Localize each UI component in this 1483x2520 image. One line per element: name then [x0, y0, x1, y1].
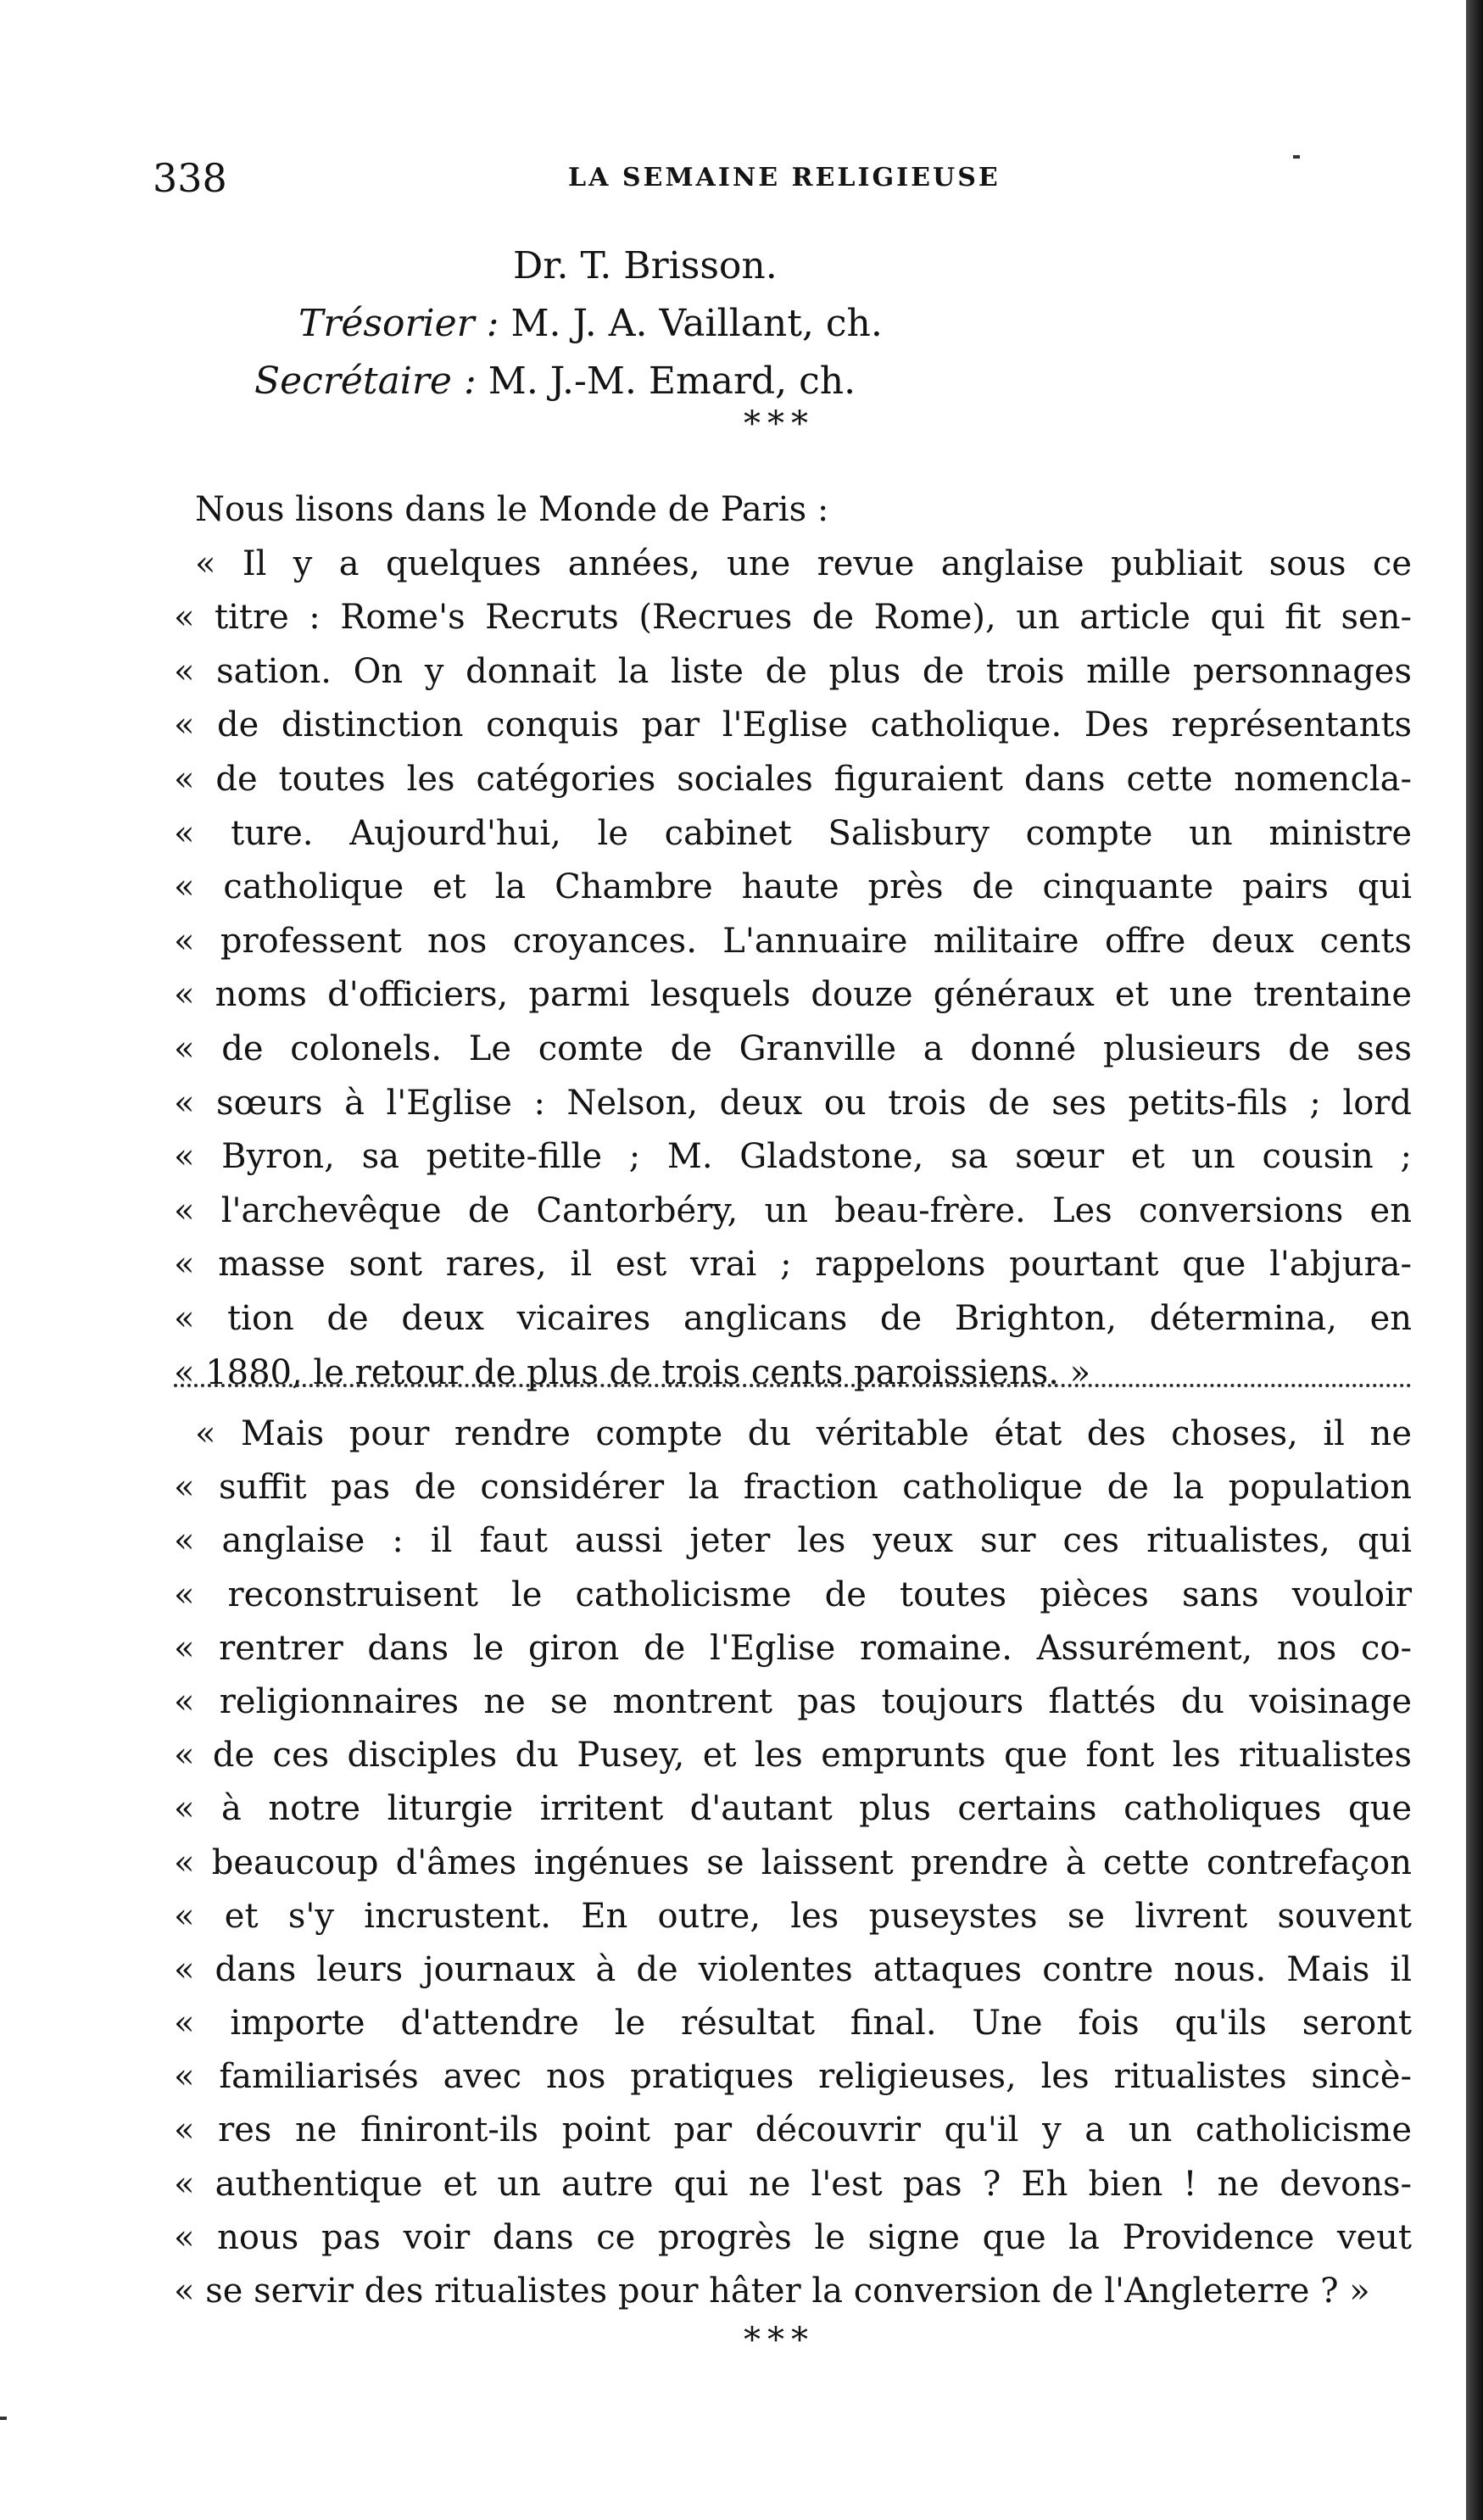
- text-line: « religionnaires ne se montrent pas toujours flattés du voisinage: [174, 1681, 1412, 1721]
- text-line: « 1880, le retour de plus de trois cents paroissiens. »: [174, 1352, 1091, 1392]
- text-line: « à notre liturgie irritent d'autant plus certains catholiques que: [174, 1789, 1412, 1829]
- text-line: « tion de deux vicaires anglicans de Brighton, détermina, en: [174, 1298, 1412, 1338]
- print-speck: [0, 2417, 7, 2420]
- text-line: « sœurs à l'Eglise : Nelson, deux ou trois de ses petits-fils ; lord: [174, 1083, 1412, 1123]
- text-line: « de ces disciples du Pusey, et les emprunts que font les ritualistes: [174, 1736, 1412, 1776]
- text-line: « Byron, sa petite-fille ; M. Gladstone, sa sœur et un cousin ;: [174, 1137, 1412, 1177]
- quoted-paragraph: [174, 483, 1412, 1400]
- text-line: « titre : Rome's Recruts (Recrues de Rome), un article qui fit sen-: [174, 598, 1412, 638]
- text-line: « res ne finiront-ils point par découvrir qu'il y a un catholicisme: [174, 2110, 1412, 2150]
- page-header: [153, 153, 1374, 203]
- text-line: « anglaise : il faut aussi jeter les yeux sur ces ritualistes, qui: [174, 1521, 1412, 1561]
- text-line: « familiarisés avec nos pratiques religieuses, les ritualistes sincè-: [174, 2057, 1412, 2097]
- text-line: « suffit pas de considérer la fraction catholique de la population: [174, 1468, 1412, 1508]
- text-line: « ture. Aujourd'hui, le cabinet Salisbury compte un ministre: [174, 813, 1412, 853]
- quoted-paragraph: [174, 1408, 1412, 2318]
- text-line: « authentique et un autre qui ne l'est pas ? Eh bien ! ne devons-: [174, 2164, 1412, 2204]
- text-line: « et s'y incrustent. En outre, les puseystes se livrent souvent: [174, 1896, 1412, 1936]
- officer-role: Trésorier :: [298, 302, 499, 345]
- text-line: « rentrer dans le giron de l'Eglise romaine. Assurément, nos co-: [174, 1628, 1412, 1668]
- dotted-divider: [174, 1384, 1412, 1387]
- text-line: « se servir des ritualistes pour hâter la conversion de l'Angleterre ? »: [174, 2272, 1370, 2311]
- text-line: « noms d'officiers, parmi lesquels douze généraux et une trentaine: [174, 975, 1412, 1015]
- officer-name: M. J. A. Vaillant, ch.: [510, 302, 883, 345]
- text-line: « masse sont rares, il est vrai ; rappelons pourtant que l'abjura-: [174, 1245, 1412, 1285]
- officer-line: [254, 295, 1017, 353]
- running-head: LA SEMAINE RELIGIEUSE: [568, 163, 1001, 192]
- page-number: 338: [153, 155, 227, 201]
- text-line: « nous pas voir dans ce progrès le signe que la Providence veut: [174, 2217, 1412, 2257]
- officer-line: [254, 353, 1017, 410]
- text-line: « de toutes les catégories sociales figuraient dans cette nomencla-: [174, 759, 1412, 799]
- asterism-separator: * * *: [744, 404, 808, 443]
- text-line: « dans leurs journaux à de violentes attaques contre nous. Mais il: [174, 1949, 1412, 1989]
- officer-name: Dr. T. Brisson.: [513, 244, 778, 287]
- text-line: « l'archevêque de Cantorbéry, un beau-frère. Les conversions en: [174, 1190, 1412, 1230]
- text-line: « sation. On y donnait la liste de plus de trois mille personnages: [174, 651, 1412, 691]
- officer-line: [254, 237, 1017, 295]
- text-line: « de distinction conquis par l'Eglise catholique. Des représentants: [174, 705, 1412, 745]
- officers-list: [254, 237, 1017, 410]
- text-line: « professent nos croyances. L'annuaire militaire offre deux cents: [174, 921, 1412, 961]
- text-line: « Mais pour rendre compte du véritable état des choses, il ne: [195, 1414, 1412, 1453]
- text-line: « reconstruisent le catholicisme de toutes pièces sans vouloir: [174, 1575, 1412, 1614]
- text-line: « importe d'attendre le résultat final. Une fois qu'ils seront: [174, 2004, 1412, 2043]
- paragraph-intro: Nous lisons dans le Monde de Paris :: [195, 490, 829, 529]
- text-line: « de colonels. Le comte de Granville a donné plusieurs de ses: [174, 1029, 1412, 1068]
- text-line: « Il y a quelques années, une revue anglaise publiait sous ce: [195, 544, 1412, 583]
- officer-name: M. J.-M. Emard, ch.: [488, 360, 856, 403]
- page-edge-shadow: [1466, 0, 1483, 2520]
- text-line: « beaucoup d'âmes ingénues se laissent prendre à cette contrefaçon: [174, 1843, 1412, 1882]
- asterism-separator: * * *: [744, 2321, 808, 2360]
- text-line: « catholique et la Chambre haute près de cinquante pairs qui: [174, 867, 1412, 907]
- officer-role: Secrétaire :: [254, 360, 477, 403]
